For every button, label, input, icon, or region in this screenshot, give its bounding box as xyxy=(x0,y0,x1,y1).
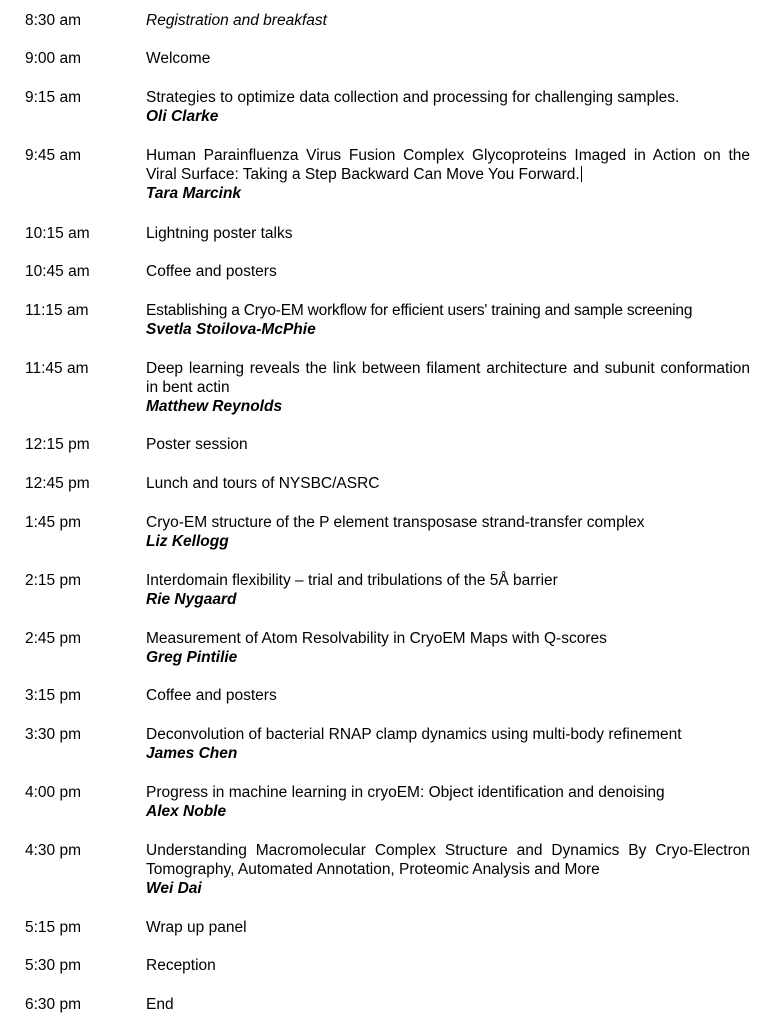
session-time: 5:15 pm xyxy=(25,919,82,936)
session-time: 12:45 pm xyxy=(25,475,90,492)
session-details xyxy=(146,49,750,68)
session-time: 4:00 pm xyxy=(25,784,82,801)
session-title: Interdomain flexibility – trial and tribulations of the 5Å barrier xyxy=(146,572,558,589)
session-title: Strategies to optimize data collection and processing for challenging samples. xyxy=(146,89,680,106)
session-title: Poster session xyxy=(146,436,248,453)
session-speaker: Alex Noble xyxy=(146,803,227,820)
session-title xyxy=(146,146,750,184)
session-speaker: Liz Kellogg xyxy=(146,533,229,550)
session-speaker: Wei Dai xyxy=(146,880,202,897)
session-details xyxy=(146,841,750,898)
session-time: 1:45 pm xyxy=(25,514,82,531)
session-title: Lightning poster talks xyxy=(146,225,293,242)
session-time: 9:45 am xyxy=(25,147,82,164)
session-speaker: Tara Marcink xyxy=(146,185,242,202)
session-title: Deconvolution of bacterial RNAP clamp dynamics using multi-body refinement xyxy=(146,726,682,743)
session-speaker: James Chen xyxy=(146,745,238,762)
session-title: Establishing a Cryo-EM workflow for efficient users' training and sample screening xyxy=(146,302,693,319)
session-title: Deep learning reveals the link between filament architecture and subunit conformation in bent actin xyxy=(146,360,750,396)
session-time: 12:15 pm xyxy=(25,436,90,453)
session-time: 5:30 pm xyxy=(25,957,82,974)
session-details xyxy=(146,11,750,30)
session-title: Registration and breakfast xyxy=(146,12,327,29)
session-time: 9:00 am xyxy=(25,50,82,67)
session-details xyxy=(146,629,750,667)
session-details xyxy=(146,725,750,763)
session-time: 10:45 am xyxy=(25,263,90,280)
session-time: 10:15 am xyxy=(25,225,90,242)
session-details xyxy=(146,918,750,937)
session-title: Welcome xyxy=(146,50,211,67)
session-time: 2:15 pm xyxy=(25,572,82,589)
session-time: 3:30 pm xyxy=(25,726,82,743)
session-time: 4:30 pm xyxy=(25,842,82,859)
session-details xyxy=(146,474,750,493)
session-title-text: Human Parainfluenza Virus Fusion Complex Glycoproteins Imaged in Action on the Viral Surface: Taking a Step Backward Can Move You Forward. xyxy=(146,147,750,183)
session-title: Understanding Macromolecular Complex Structure and Dynamics By Cryo-Electron Tomography, Automated Annotation, Proteomic Analysis and More xyxy=(146,842,750,878)
session-details xyxy=(146,146,750,203)
session-title: Lunch and tours of NYSBC/ASRC xyxy=(146,475,380,492)
session-time: 11:15 am xyxy=(25,302,89,319)
session-details xyxy=(146,359,750,416)
session-time: 2:45 pm xyxy=(25,630,82,647)
session-details xyxy=(146,783,750,821)
session-title: Reception xyxy=(146,957,216,974)
session-title: Progress in machine learning in cryoEM: Object identification and denoising xyxy=(146,784,665,801)
session-time: 9:15 am xyxy=(25,89,82,106)
session-title: Coffee and posters xyxy=(146,263,277,280)
session-time: 8:30 am xyxy=(25,12,82,29)
session-title: Coffee and posters xyxy=(146,687,277,704)
session-details xyxy=(146,224,750,243)
session-details xyxy=(146,686,750,705)
session-details xyxy=(146,995,750,1014)
session-details xyxy=(146,88,750,126)
session-speaker: Greg Pintilie xyxy=(146,649,238,666)
session-details xyxy=(146,262,750,281)
session-speaker: Matthew Reynolds xyxy=(146,398,283,415)
session-title: Cryo-EM structure of the P element transposase strand-transfer complex xyxy=(146,514,645,531)
session-details xyxy=(146,301,750,339)
session-speaker: Svetla Stoilova-McPhie xyxy=(146,321,316,338)
session-speaker: Oli Clarke xyxy=(146,108,219,125)
session-title: Wrap up panel xyxy=(146,919,247,936)
session-details xyxy=(146,435,750,454)
session-title: End xyxy=(146,996,174,1013)
session-details xyxy=(146,571,750,609)
session-title: Measurement of Atom Resolvability in CryoEM Maps with Q-scores xyxy=(146,630,607,647)
session-speaker: Rie Nygaard xyxy=(146,591,237,608)
session-details xyxy=(146,956,750,975)
session-time: 3:15 pm xyxy=(25,687,82,704)
session-time: 6:30 pm xyxy=(25,996,82,1013)
session-time: 11:45 am xyxy=(25,360,89,377)
session-details xyxy=(146,513,750,551)
text-cursor xyxy=(581,166,582,182)
